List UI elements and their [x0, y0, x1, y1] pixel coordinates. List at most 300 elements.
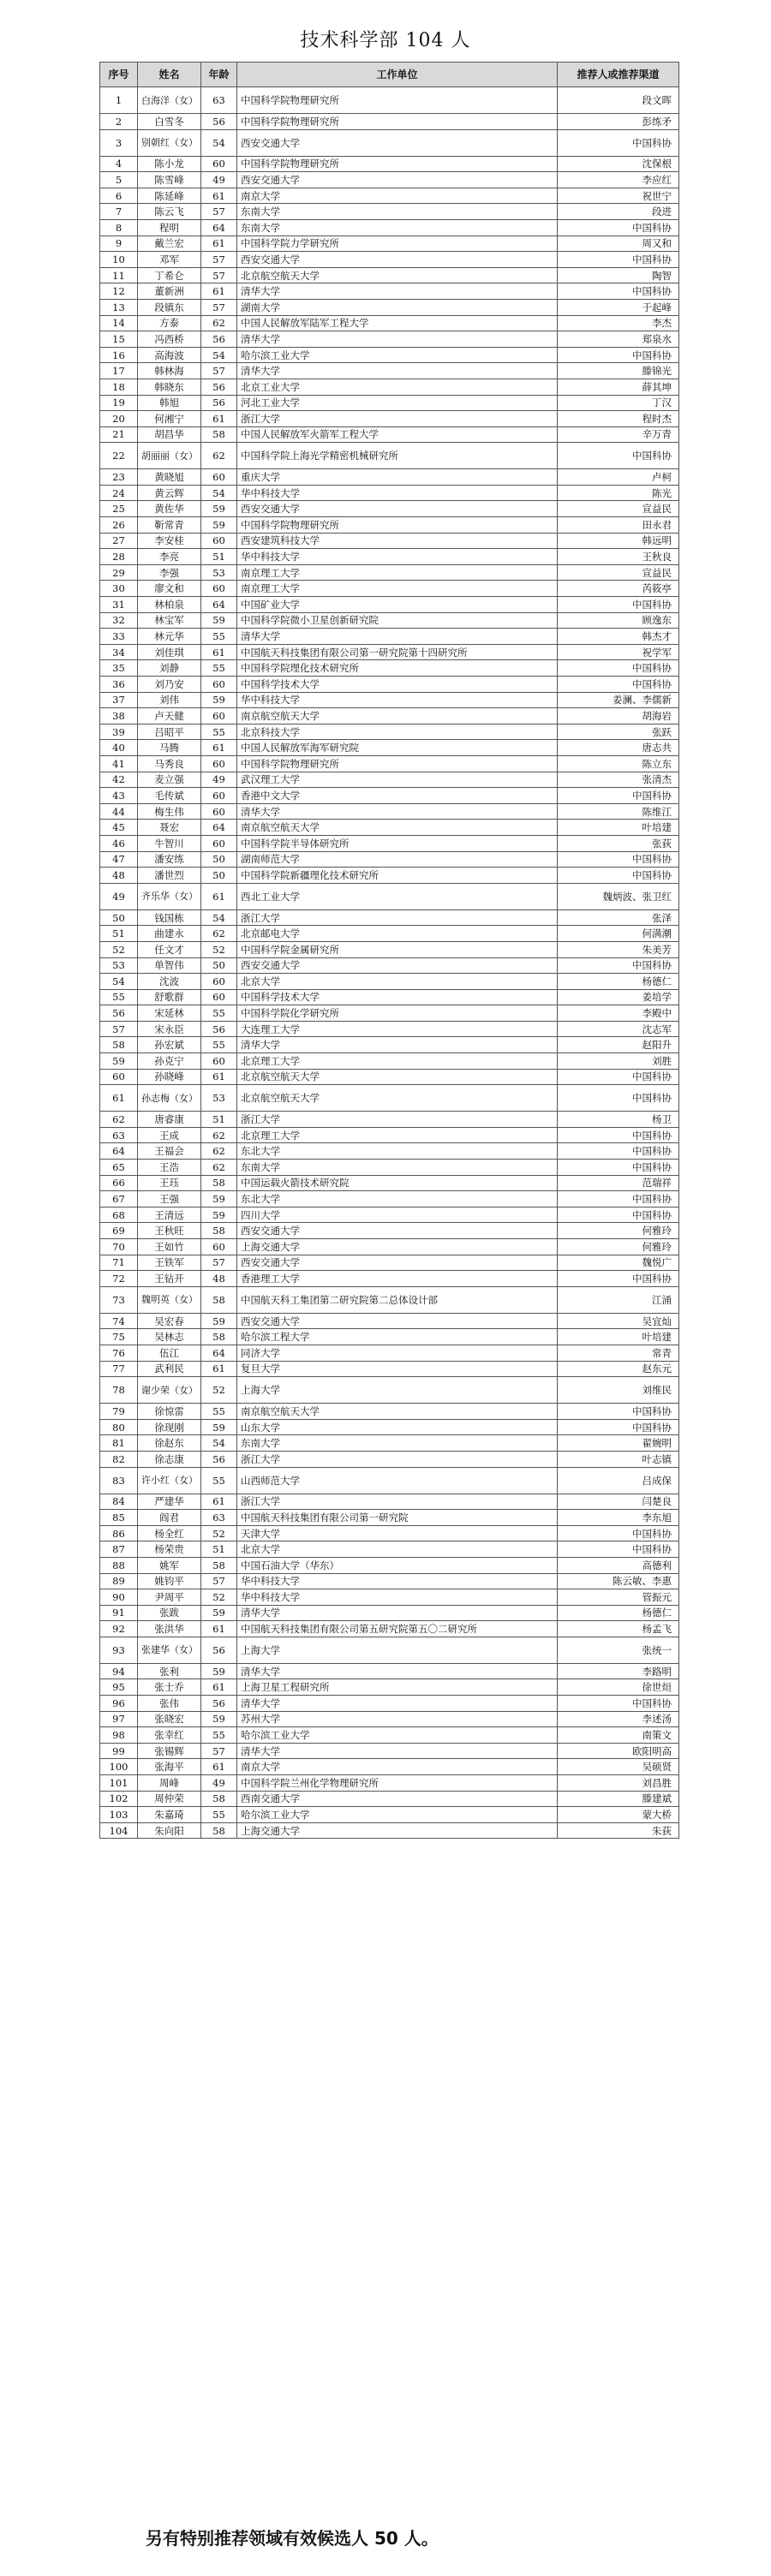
cell-recommender: 李应红 — [558, 172, 679, 188]
cell-candidate-name: 王钻开 — [138, 1271, 201, 1287]
table-row — [100, 883, 679, 909]
table-row — [100, 692, 679, 708]
cell-recommender: 吴宜灿 — [558, 1313, 679, 1329]
cell-row-index: 2 — [100, 114, 138, 130]
cell-candidate-age: 61 — [201, 1361, 237, 1377]
table-row — [100, 426, 679, 443]
cell-row-index: 40 — [100, 740, 138, 756]
cell-row-index: 84 — [100, 1494, 138, 1510]
cell-candidate-age: 56 — [201, 1451, 237, 1467]
cell-candidate-name: 林柏泉 — [138, 597, 201, 613]
cell-recommender: 闫楚良 — [558, 1494, 679, 1510]
cell-workplace: 南京航空航天大学 — [237, 708, 558, 724]
cell-candidate-age: 59 — [201, 612, 237, 629]
page-title: 技术科学部 104 人 — [300, 30, 471, 51]
cell-candidate-name: 冯西桥 — [138, 331, 201, 348]
cell-candidate-age: 61 — [201, 883, 237, 909]
cell-workplace: 同济大学 — [237, 1345, 558, 1361]
cell-candidate-name: 黄云辉 — [138, 485, 201, 501]
cell-candidate-name: 唐睿康 — [138, 1112, 201, 1128]
cell-row-index: 93 — [100, 1637, 138, 1663]
cell-recommender: 魏炳波、张卫红 — [558, 883, 679, 909]
cell-row-index: 60 — [100, 1069, 138, 1085]
table-row — [100, 1605, 679, 1621]
cell-workplace: 北京理工大学 — [237, 1127, 558, 1143]
table-row — [100, 1589, 679, 1606]
cell-candidate-age: 57 — [201, 299, 237, 315]
cell-candidate-age: 55 — [201, 660, 237, 677]
cell-row-index: 62 — [100, 1112, 138, 1128]
cell-row-index: 77 — [100, 1361, 138, 1377]
cell-candidate-name: 杨荣贵 — [138, 1541, 201, 1558]
cell-workplace: 哈尔滨工业大学 — [237, 1807, 558, 1823]
cell-workplace: 中国科学院物理研究所 — [237, 755, 558, 772]
cell-candidate-age: 56 — [201, 1637, 237, 1663]
cell-row-index: 102 — [100, 1791, 138, 1807]
table-row — [100, 1223, 679, 1239]
cell-recommender: 李殿中 — [558, 1005, 679, 1022]
cell-candidate-age: 59 — [201, 1605, 237, 1621]
cell-row-index: 43 — [100, 788, 138, 804]
cell-workplace: 中国科学院新疆理化技术研究所 — [237, 868, 558, 884]
cell-candidate-age: 61 — [201, 411, 237, 427]
cell-candidate-age: 60 — [201, 788, 237, 804]
cell-candidate-age: 58 — [201, 1822, 237, 1839]
cell-candidate-name: 王清远 — [138, 1207, 201, 1223]
table-row — [100, 1255, 679, 1271]
cell-candidate-age: 53 — [201, 1085, 237, 1112]
cell-candidate-name: 张士乔 — [138, 1679, 201, 1696]
cell-row-index: 9 — [100, 236, 138, 252]
cell-workplace: 山西师范大学 — [237, 1467, 558, 1494]
cell-workplace: 重庆大学 — [237, 469, 558, 486]
cell-workplace: 北京大学 — [237, 1541, 558, 1558]
table-row — [100, 1451, 679, 1467]
cell-candidate-name: 张锡辉 — [138, 1743, 201, 1759]
cell-recommender: 陈云敏、李惠 — [558, 1573, 679, 1589]
cell-recommender: 何雅玲 — [558, 1239, 679, 1255]
table-row — [100, 363, 679, 379]
cell-recommender: 胡海岩 — [558, 708, 679, 724]
cell-row-index: 104 — [100, 1822, 138, 1839]
cell-candidate-age: 56 — [201, 1696, 237, 1712]
cell-candidate-name: 靳常青 — [138, 517, 201, 534]
cell-row-index: 45 — [100, 820, 138, 836]
cell-candidate-name: 卢天健 — [138, 708, 201, 724]
cell-candidate-name: 周仲荣 — [138, 1791, 201, 1807]
table-row — [100, 851, 679, 868]
cell-workplace: 湖南大学 — [237, 299, 558, 315]
cell-recommender: 祝世宁 — [558, 188, 679, 204]
cell-candidate-name: 刘静 — [138, 660, 201, 677]
cell-candidate-name: 刘佳琪 — [138, 644, 201, 660]
cell-candidate-age: 59 — [201, 692, 237, 708]
cell-row-index: 24 — [100, 485, 138, 501]
cell-candidate-age: 62 — [201, 443, 237, 469]
cell-workplace: 东南大学 — [237, 204, 558, 220]
table-row — [100, 533, 679, 549]
cell-workplace: 清华大学 — [237, 1696, 558, 1712]
cell-candidate-name: 伍江 — [138, 1345, 201, 1361]
cell-candidate-name: 牛智川 — [138, 835, 201, 851]
cell-candidate-age: 58 — [201, 1791, 237, 1807]
cell-candidate-age: 49 — [201, 772, 237, 788]
cell-candidate-age: 59 — [201, 1313, 237, 1329]
cell-row-index: 64 — [100, 1143, 138, 1160]
cell-candidate-name: 林宝军 — [138, 612, 201, 629]
cell-recommender: 叶培建 — [558, 1329, 679, 1345]
cell-candidate-name: 徐赵东 — [138, 1435, 201, 1452]
cell-candidate-age: 56 — [201, 114, 237, 130]
cell-candidate-name: 方泰 — [138, 315, 201, 331]
cell-workplace: 北京航空航天大学 — [237, 267, 558, 283]
column-header-workplace: 工作单位 — [237, 63, 558, 87]
cell-row-index: 86 — [100, 1525, 138, 1541]
cell-candidate-age: 58 — [201, 1286, 237, 1313]
table-row — [100, 315, 679, 331]
cell-candidate-age: 51 — [201, 1112, 237, 1128]
cell-recommender: 中国科协 — [558, 283, 679, 300]
cell-workplace: 河北工业大学 — [237, 395, 558, 411]
cell-workplace: 上海卫星工程研究所 — [237, 1679, 558, 1696]
cell-workplace: 湖南师范大学 — [237, 851, 558, 868]
cell-recommender: 中国科协 — [558, 347, 679, 363]
cell-recommender: 中国科协 — [558, 1271, 679, 1287]
cell-candidate-name: 陈云飞 — [138, 204, 201, 220]
cell-recommender: 姜培学 — [558, 989, 679, 1005]
cell-recommender: 陈立东 — [558, 755, 679, 772]
cell-candidate-name: 吕昭平 — [138, 724, 201, 740]
cell-recommender: 中国科协 — [558, 1696, 679, 1712]
cell-recommender: 中国科协 — [558, 1207, 679, 1223]
cell-candidate-age: 55 — [201, 1037, 237, 1053]
cell-candidate-name: 吴宏春 — [138, 1313, 201, 1329]
cell-workplace: 西安交通大学 — [237, 129, 558, 156]
cell-row-index: 98 — [100, 1727, 138, 1744]
cell-recommender: 顾逸东 — [558, 612, 679, 629]
table-row — [100, 501, 679, 517]
cell-candidate-name: 廖文和 — [138, 581, 201, 597]
cell-candidate-age: 48 — [201, 1271, 237, 1287]
cell-recommender: 赵阳升 — [558, 1037, 679, 1053]
cell-candidate-name: 徐惊雷 — [138, 1404, 201, 1420]
cell-candidate-age: 63 — [201, 1510, 237, 1526]
cell-row-index: 44 — [100, 803, 138, 820]
cell-recommender: 滕建斌 — [558, 1791, 679, 1807]
table-row — [100, 1467, 679, 1494]
table-row — [100, 941, 679, 957]
table-body — [100, 87, 679, 1839]
cell-workplace: 武汉理工大学 — [237, 772, 558, 788]
cell-recommender: 陈维江 — [558, 803, 679, 820]
table-row — [100, 1727, 679, 1744]
cell-candidate-name: 张海平 — [138, 1759, 201, 1775]
cell-recommender: 张荻 — [558, 835, 679, 851]
cell-workplace: 清华大学 — [237, 1743, 558, 1759]
cell-recommender: 沈志军 — [558, 1021, 679, 1037]
cell-candidate-age: 59 — [201, 517, 237, 534]
cell-row-index: 35 — [100, 660, 138, 677]
table-row — [100, 957, 679, 974]
cell-workplace: 中国科学院化学研究所 — [237, 1005, 558, 1022]
table-row — [100, 1822, 679, 1839]
table-row — [100, 581, 679, 597]
table-row — [100, 803, 679, 820]
cell-workplace: 西安交通大学 — [237, 172, 558, 188]
table-row — [100, 1435, 679, 1452]
table-row — [100, 236, 679, 252]
cell-candidate-name: 徐现刚 — [138, 1419, 201, 1435]
cell-candidate-age: 57 — [201, 267, 237, 283]
cell-candidate-age: 61 — [201, 740, 237, 756]
table-row — [100, 1494, 679, 1510]
cell-candidate-name: 潘世烈 — [138, 868, 201, 884]
cell-row-index: 75 — [100, 1329, 138, 1345]
table-row — [100, 1541, 679, 1558]
cell-candidate-age: 52 — [201, 1525, 237, 1541]
cell-workplace: 香港理工大学 — [237, 1271, 558, 1287]
cell-workplace: 中国运载火箭技术研究院 — [237, 1175, 558, 1191]
cell-row-index: 17 — [100, 363, 138, 379]
cell-row-index: 6 — [100, 188, 138, 204]
cell-workplace: 中国人民解放军海军研究院 — [237, 740, 558, 756]
cell-row-index: 31 — [100, 597, 138, 613]
cell-candidate-age: 61 — [201, 283, 237, 300]
cell-candidate-name: 舒歌群 — [138, 989, 201, 1005]
cell-recommender: 韩远明 — [558, 533, 679, 549]
table-row — [100, 1525, 679, 1541]
cell-workplace: 中国航天科技集团有限公司第五研究院第五〇二研究所 — [237, 1621, 558, 1637]
cell-row-index: 37 — [100, 692, 138, 708]
cell-recommender: 宣益民 — [558, 564, 679, 581]
cell-row-index: 80 — [100, 1419, 138, 1435]
table-row — [100, 1037, 679, 1053]
cell-candidate-age: 58 — [201, 1557, 237, 1573]
cell-row-index: 16 — [100, 347, 138, 363]
cell-row-index: 38 — [100, 708, 138, 724]
cell-candidate-name: 杨全红 — [138, 1525, 201, 1541]
cell-candidate-name: 张幸红 — [138, 1727, 201, 1744]
cell-row-index: 78 — [100, 1377, 138, 1404]
cell-workplace: 北京工业大学 — [237, 379, 558, 395]
cell-workplace: 北京航空航天大学 — [237, 1085, 558, 1112]
cell-candidate-name: 单智伟 — [138, 957, 201, 974]
cell-candidate-name: 魏明英（女） — [138, 1286, 201, 1313]
cell-candidate-name: 高海波 — [138, 347, 201, 363]
cell-workplace: 中国矿业大学 — [237, 597, 558, 613]
cell-recommender: 何满潮 — [558, 926, 679, 942]
cell-row-index: 55 — [100, 989, 138, 1005]
cell-row-index: 79 — [100, 1404, 138, 1420]
cell-candidate-age: 64 — [201, 1345, 237, 1361]
cell-workplace: 哈尔滨工程大学 — [237, 1329, 558, 1345]
cell-candidate-name: 王秋旺 — [138, 1223, 201, 1239]
column-header-recommender: 推荐人或推荐渠道 — [558, 63, 679, 87]
cell-recommender: 徐世烜 — [558, 1679, 679, 1696]
table-row — [100, 129, 679, 156]
cell-row-index: 92 — [100, 1621, 138, 1637]
cell-workplace: 清华大学 — [237, 331, 558, 348]
cell-row-index: 22 — [100, 443, 138, 469]
cell-candidate-age: 61 — [201, 1679, 237, 1696]
cell-row-index: 1 — [100, 87, 138, 114]
cell-workplace: 中国科学院力学研究所 — [237, 236, 558, 252]
cell-workplace: 西南交通大学 — [237, 1791, 558, 1807]
table-row — [100, 517, 679, 534]
table-row — [100, 1005, 679, 1022]
table-row — [100, 755, 679, 772]
cell-candidate-age: 58 — [201, 1175, 237, 1191]
table-row — [100, 597, 679, 613]
cell-row-index: 83 — [100, 1467, 138, 1494]
cell-workplace: 中国科学院物理研究所 — [237, 87, 558, 114]
cell-workplace: 西安交通大学 — [237, 1223, 558, 1239]
cell-recommender: 中国科协 — [558, 1143, 679, 1160]
cell-row-index: 67 — [100, 1191, 138, 1208]
cell-row-index: 42 — [100, 772, 138, 788]
cell-recommender: 彭练矛 — [558, 114, 679, 130]
cell-recommender: 中国科协 — [558, 129, 679, 156]
cell-candidate-age: 55 — [201, 724, 237, 740]
cell-candidate-age: 64 — [201, 597, 237, 613]
cell-recommender: 中国科协 — [558, 851, 679, 868]
table-row — [100, 252, 679, 268]
cell-candidate-name: 吴林志 — [138, 1329, 201, 1345]
cell-candidate-name: 毛传斌 — [138, 788, 201, 804]
cell-candidate-name: 马秀良 — [138, 755, 201, 772]
cell-row-index: 57 — [100, 1021, 138, 1037]
cell-workplace: 中国科学技术大学 — [237, 677, 558, 693]
cell-workplace: 清华大学 — [237, 1037, 558, 1053]
cell-recommender: 叶培建 — [558, 820, 679, 836]
table-row — [100, 644, 679, 660]
cell-workplace: 苏州大学 — [237, 1711, 558, 1727]
cell-workplace: 华中科技大学 — [237, 1573, 558, 1589]
cell-recommender: 杨孟飞 — [558, 1621, 679, 1637]
cell-candidate-age: 58 — [201, 1329, 237, 1345]
cell-row-index: 85 — [100, 1510, 138, 1526]
table-row — [100, 114, 679, 130]
cell-row-index: 13 — [100, 299, 138, 315]
cell-row-index: 65 — [100, 1160, 138, 1176]
table-row — [100, 1361, 679, 1377]
cell-candidate-name: 王如竹 — [138, 1239, 201, 1255]
table-row — [100, 219, 679, 236]
cell-candidate-name: 段镇东 — [138, 299, 201, 315]
cell-row-index: 46 — [100, 835, 138, 851]
cell-workplace: 天津大学 — [237, 1525, 558, 1541]
cell-recommender: 常青 — [558, 1345, 679, 1361]
cell-candidate-age: 62 — [201, 926, 237, 942]
cell-candidate-age: 57 — [201, 1255, 237, 1271]
cell-row-index: 58 — [100, 1037, 138, 1053]
cell-candidate-age: 50 — [201, 851, 237, 868]
table-row — [100, 469, 679, 486]
table-row — [100, 926, 679, 942]
table-row — [100, 379, 679, 395]
cell-recommender: 蒙大桥 — [558, 1807, 679, 1823]
table-row — [100, 1160, 679, 1176]
table-row — [100, 156, 679, 172]
cell-candidate-age: 54 — [201, 129, 237, 156]
cell-workplace: 中国科学院金属研究所 — [237, 941, 558, 957]
table-row — [100, 1621, 679, 1637]
cell-candidate-name: 朱向阳 — [138, 1822, 201, 1839]
table-row — [100, 677, 679, 693]
cell-row-index: 89 — [100, 1573, 138, 1589]
cell-workplace: 香港中文大学 — [237, 788, 558, 804]
table-row — [100, 1313, 679, 1329]
cell-workplace: 北京航空航天大学 — [237, 1069, 558, 1085]
cell-candidate-age: 52 — [201, 941, 237, 957]
cell-recommender: 宣益民 — [558, 501, 679, 517]
cell-recommender: 中国科协 — [558, 1160, 679, 1176]
cell-candidate-age: 59 — [201, 501, 237, 517]
table-row — [100, 1191, 679, 1208]
cell-row-index: 66 — [100, 1175, 138, 1191]
table-row — [100, 724, 679, 740]
cell-row-index: 8 — [100, 219, 138, 236]
cell-candidate-name: 王铁军 — [138, 1255, 201, 1271]
cell-candidate-age: 57 — [201, 1573, 237, 1589]
cell-recommender: 朱荻 — [558, 1822, 679, 1839]
cell-workplace: 中国科学院物理研究所 — [237, 517, 558, 534]
cell-workplace: 浙江大学 — [237, 1112, 558, 1128]
cell-workplace: 中国石油大学（华东） — [237, 1557, 558, 1573]
cell-recommender: 李述汤 — [558, 1711, 679, 1727]
table-row — [100, 347, 679, 363]
cell-row-index: 18 — [100, 379, 138, 395]
cell-recommender: 段文晖 — [558, 87, 679, 114]
cell-workplace: 山东大学 — [237, 1419, 558, 1435]
cell-recommender: 江涌 — [558, 1286, 679, 1313]
table-row — [100, 549, 679, 565]
cell-workplace: 清华大学 — [237, 629, 558, 645]
cell-row-index: 4 — [100, 156, 138, 172]
cell-candidate-name: 马腾 — [138, 740, 201, 756]
cell-recommender: 翟婉明 — [558, 1435, 679, 1452]
cell-candidate-age: 60 — [201, 835, 237, 851]
cell-candidate-age: 55 — [201, 1727, 237, 1744]
cell-candidate-age: 61 — [201, 188, 237, 204]
cell-candidate-name: 周峰 — [138, 1775, 201, 1792]
cell-recommender: 薛其坤 — [558, 379, 679, 395]
cell-workplace: 南京大学 — [237, 1759, 558, 1775]
cell-row-index: 29 — [100, 564, 138, 581]
cell-workplace: 中国科学院上海光学精密机械研究所 — [237, 443, 558, 469]
cell-candidate-name: 孙志梅（女） — [138, 1085, 201, 1112]
cell-recommender: 王秋良 — [558, 549, 679, 565]
table-row — [100, 1711, 679, 1727]
cell-workplace: 华中科技大学 — [237, 1589, 558, 1606]
cell-row-index: 81 — [100, 1435, 138, 1452]
cell-candidate-age: 61 — [201, 1069, 237, 1085]
cell-candidate-name: 严建华 — [138, 1494, 201, 1510]
cell-candidate-age: 57 — [201, 363, 237, 379]
table-row — [100, 1085, 679, 1112]
cell-candidate-name: 梅生伟 — [138, 803, 201, 820]
cell-candidate-name: 林元华 — [138, 629, 201, 645]
cell-recommender: 韩杰才 — [558, 629, 679, 645]
cell-candidate-name: 韩旭 — [138, 395, 201, 411]
cell-workplace: 北京科技大学 — [237, 724, 558, 740]
cell-candidate-name: 沈波 — [138, 974, 201, 990]
cell-row-index: 68 — [100, 1207, 138, 1223]
cell-candidate-age: 56 — [201, 395, 237, 411]
cell-row-index: 41 — [100, 755, 138, 772]
cell-candidate-name: 陈雪峰 — [138, 172, 201, 188]
table-row — [100, 629, 679, 645]
